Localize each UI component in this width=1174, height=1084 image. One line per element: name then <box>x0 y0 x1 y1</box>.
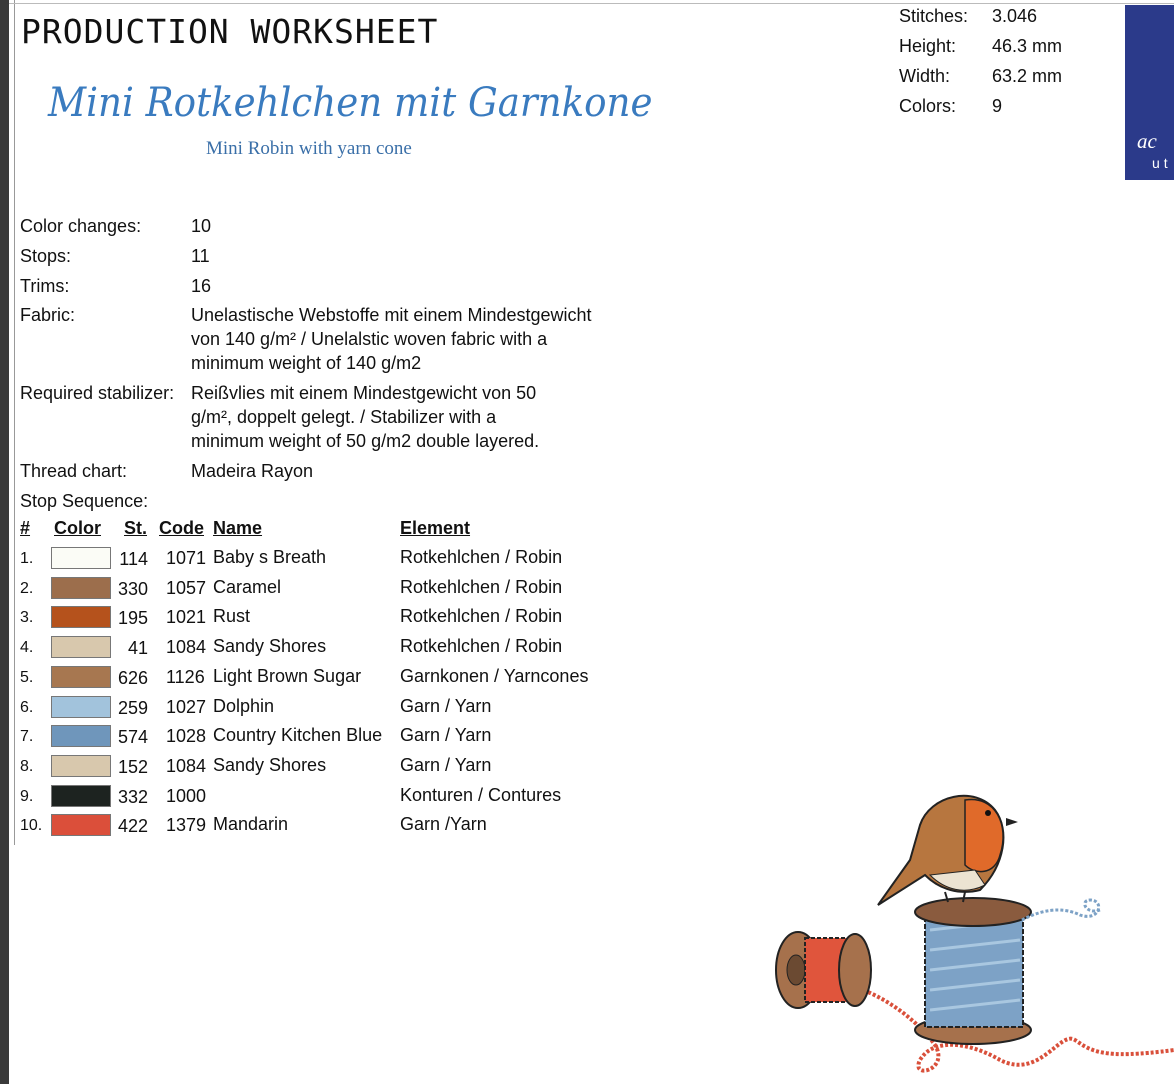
viewer-left-edge <box>0 0 9 1084</box>
thread-code: 1126 <box>166 666 205 687</box>
element-name: Garn / Yarn <box>400 695 492 716</box>
table-row <box>20 546 620 575</box>
row-number: 3. <box>20 609 34 627</box>
design-title: Mini Rotkehlchen mit Garnkone <box>48 80 653 126</box>
thread-name: Light Brown Sugar <box>213 665 362 686</box>
row-number: 2. <box>20 579 34 597</box>
thread-code: 1027 <box>166 696 207 717</box>
brand-text-1: ac <box>1137 129 1157 153</box>
stitch-count: 152 <box>117 756 148 777</box>
thread-code: 1084 <box>166 637 207 658</box>
element-name: Rotkehlchen / Robin <box>400 636 563 657</box>
element-name: Rotkehlchen / Robin <box>400 576 563 597</box>
thread-name: Mandarin <box>213 814 289 835</box>
table-row <box>20 695 620 724</box>
stitch-count: 259 <box>117 697 148 718</box>
element-name: Garn /Yarn <box>400 814 487 835</box>
table-row <box>20 576 620 605</box>
worksheet-title: PRODUCTION WORKSHEET <box>21 12 439 51</box>
table-row <box>20 813 620 842</box>
stitch-count: 195 <box>117 608 148 629</box>
row-number: 6. <box>20 698 34 716</box>
element-name: Rotkehlchen / Robin <box>400 547 563 567</box>
page-left-border <box>14 0 15 845</box>
thread-name: Sandy Shores <box>213 754 327 775</box>
table-row <box>20 754 620 783</box>
color-swatch <box>51 755 111 777</box>
thread-code: 1379 <box>166 815 207 836</box>
thread-name: Sandy Shores <box>213 636 327 657</box>
thread-code: 1057 <box>166 577 207 598</box>
thread-code: 1028 <box>166 726 207 747</box>
stitch-count: 41 <box>127 638 148 659</box>
header-name: Name <box>213 518 263 538</box>
table-row <box>20 635 620 664</box>
stats-panel <box>899 6 1062 126</box>
element-name: Rotkehlchen / Robin <box>400 606 563 627</box>
stitch-count: 114 <box>119 549 148 569</box>
table-row <box>20 605 620 634</box>
color-swatch <box>51 785 111 807</box>
color-swatch <box>51 577 111 599</box>
color-swatch <box>51 696 111 718</box>
header-color: Color <box>54 518 101 538</box>
brand-logo <box>1125 5 1174 180</box>
row-number: 10. <box>20 817 43 835</box>
element-name: Konturen / Contures <box>400 784 562 805</box>
header-element: Element <box>400 518 471 538</box>
element-name: Garn / Yarn <box>400 725 492 746</box>
color-swatch <box>51 547 111 569</box>
color-swatch <box>51 814 111 836</box>
row-number: 7. <box>20 728 34 746</box>
brand-text-2: ut <box>1152 155 1172 171</box>
thread-code: 1021 <box>166 607 207 628</box>
thread-name: Caramel <box>213 576 282 597</box>
color-swatch <box>51 636 111 658</box>
thread-code: 1000 <box>166 785 207 806</box>
stat-width: Width: 63.2 mm <box>899 66 1063 86</box>
stitch-count: 574 <box>117 727 148 748</box>
stitch-count: 626 <box>117 667 148 688</box>
row-number: 4. <box>20 639 34 657</box>
table-row <box>20 724 620 753</box>
stat-colors: Colors: 9 <box>899 96 1003 116</box>
stat-height: Height: 46.3 mm <box>899 36 1063 56</box>
header-num: # <box>20 518 31 538</box>
color-swatch <box>51 725 111 747</box>
stitch-count: 330 <box>117 578 148 599</box>
thread-name: Rust <box>213 606 251 627</box>
thread-name: Baby s Breath <box>213 547 327 567</box>
header-code: Code <box>159 518 204 538</box>
row-number: 8. <box>20 757 34 775</box>
color-swatch <box>51 606 111 628</box>
robin-yarn-illustration <box>760 780 1174 1084</box>
table-row <box>20 784 620 813</box>
table-row <box>20 665 620 694</box>
color-swatch <box>51 666 111 688</box>
thread-name: Dolphin <box>213 695 275 716</box>
element-name: Garn / Yarn <box>400 754 492 775</box>
stitch-count: 332 <box>117 786 148 807</box>
stitch-count: 422 <box>117 816 148 837</box>
element-name: Garnkonen / Yarncones <box>400 665 589 686</box>
row-number: 1. <box>20 550 34 567</box>
header-st: St. <box>124 518 148 538</box>
stat-stitches: Stitches: 3.046 <box>899 6 1038 26</box>
design-subtitle: Mini Robin with yarn cone <box>206 138 412 159</box>
thread-code: 1071 <box>166 548 207 568</box>
thread-name: Country Kitchen Blue <box>213 725 383 746</box>
row-number: 9. <box>20 787 34 805</box>
thread-code: 1084 <box>166 755 207 776</box>
page-top-border <box>9 3 1174 4</box>
row-number: 5. <box>20 668 34 686</box>
